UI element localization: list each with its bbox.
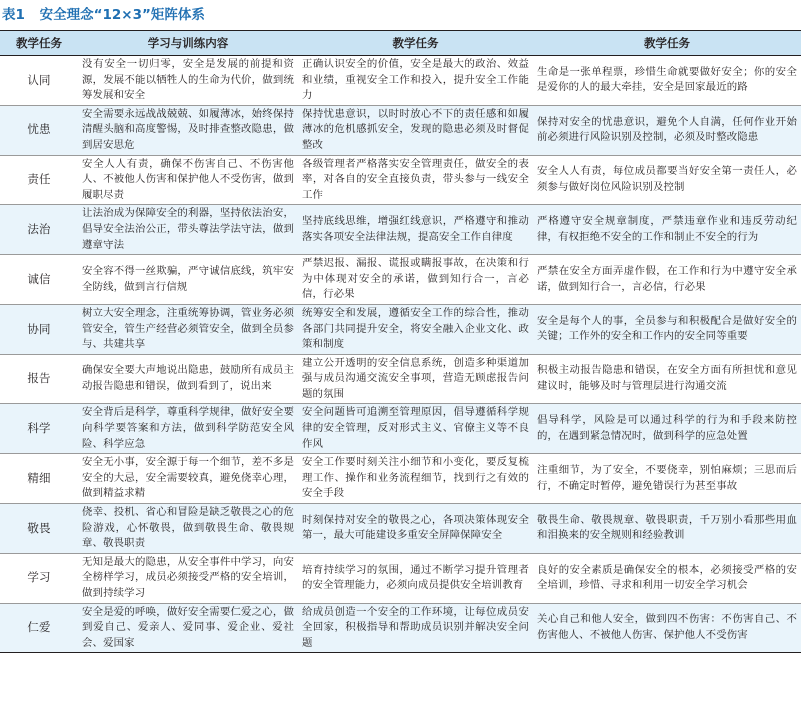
table-caption-label: 表1: [2, 7, 25, 23]
row-management-content: 坚持底线思维，增强红线意识，严格遵守和推动落实各项安全法律法规，提高安全工作自律度: [298, 205, 533, 255]
row-staff-content: 注重细节，为了安全，不要侥幸，别怕麻烦；三思而后行，不确定时暂停，避免错误行为甚至事故: [533, 454, 801, 504]
header-teaching-task: 教学任务: [0, 31, 78, 56]
row-staff-content: 严格遵守安全规章制度，严禁违章作业和违反劳动纪律，有权拒绝不安全的工作和制止不安全的行为: [533, 205, 801, 255]
row-management-content: 安全工作要时刻关注小细节和小变化，要反复梳理工作、操作和业务流程细节，找到行之有效的安全手段: [298, 454, 533, 504]
row-management-content: 培育持续学习的氛围，通过不断学习提升管理者的安全管理能力，必须向成员提供安全培训教育: [298, 553, 533, 603]
table-row: [0, 105, 801, 155]
row-management-content: 统筹安全和发展，遵循安全工作的综合性，推动各部门共同提升安全，将安全融入企业文化、政策和制度: [298, 304, 533, 354]
row-learning-content: 安全无小事，安全源于每一个细节，差不多是安全的大忌，安全需要较真，避免侥幸心理，做到精益求精: [78, 454, 298, 504]
row-staff-content: 积极主动报告隐患和错误，在安全方面有所担忧和意见建议时，能够及时与管理层进行沟通交流: [533, 354, 801, 404]
row-learning-content: 无知是最大的隐患，从安全事件中学习，向安全榜样学习，成员必须接受严格的安全培训，做到持续学习: [78, 553, 298, 603]
row-task-name: 学习: [0, 553, 78, 603]
row-task-name: 协同: [0, 304, 78, 354]
row-management-content: 建立公开透明的安全信息系统，创造多种渠道加强与成员沟通交流安全事项，营造无顾虑报告问题的氛围: [298, 354, 533, 404]
table-row: [0, 56, 801, 106]
row-management-content: 给成员创造一个安全的工作环境，让每位成员安全回家，积极指导和帮助成员识别并解决安全问题: [298, 603, 533, 653]
row-staff-content: 倡导科学，风险是可以通过科学的行为和手段来防控的，在遇到紧急情况时，做到科学的应急处置: [533, 404, 801, 454]
row-task-name: 仁爱: [0, 603, 78, 653]
table-row: [0, 354, 801, 404]
row-task-name: 精细: [0, 454, 78, 504]
header-learning-content: 学习与训练内容: [78, 31, 298, 56]
row-management-content: 安全问题皆可追溯至管理原因，倡导遵循科学规律的安全管理，反对形式主义、官僚主义等不良作风: [298, 404, 533, 454]
table-header-row: [0, 31, 801, 56]
header-teaching-task-staff: 教学任务: [533, 31, 801, 56]
row-staff-content: 生命是一张单程票，珍惜生命就要做好安全；你的安全是爱你的人的最大牵挂，安全是回家最近的路: [533, 56, 801, 106]
row-task-name: 忧患: [0, 105, 78, 155]
table-row: [0, 603, 801, 653]
row-task-name: 责任: [0, 155, 78, 205]
row-staff-content: 保持对安全的忧患意识，避免个人自满，任何作业开始前必须进行风险识别及控制，必须及时整改隐患: [533, 105, 801, 155]
safety-matrix-table: [0, 30, 801, 653]
row-learning-content: 没有安全一切归零，安全是发展的前提和资源，发展不能以牺牲人的生命为代价，做到统筹发展和安全: [78, 56, 298, 106]
table-row: [0, 155, 801, 205]
header-teaching-task-management: 教学任务: [298, 31, 533, 56]
table-row: [0, 553, 801, 603]
row-staff-content: 安全是每个人的事，全员参与和积极配合是做好安全的关键；工作外的安全和工作内的安全同等重要: [533, 304, 801, 354]
row-learning-content: 侥幸、投机、省心和冒险是缺乏敬畏之心的危险游戏，心怀敬畏，做到敬畏生命、敬畏规章、敬畏职责: [78, 504, 298, 554]
row-staff-content: 安全人人有责，每位成员都要当好安全第一责任人，必须参与做好岗位风险识别及控制: [533, 155, 801, 205]
row-task-name: 诚信: [0, 255, 78, 305]
row-learning-content: 让法治成为保障安全的利器，坚持依法治安，倡导安全法治公正，带头尊法学法守法，做到遵章守法: [78, 205, 298, 255]
row-management-content: 正确认识安全的价值，安全是最大的政治、效益和业绩，重视安全工作和投入，提升安全工作能力: [298, 56, 533, 106]
row-management-content: 保持忧患意识，以时时放心不下的责任感和如履薄冰的危机感抓安全，发现的隐患必须及时督促整改: [298, 105, 533, 155]
row-learning-content: 安全背后是科学，尊重科学规律，做好安全要向科学要答案和方法，做到科学防范安全风险、科学应急: [78, 404, 298, 454]
row-learning-content: 树立大安全理念，注重统筹协调，管业务必须管安全，管生产经营必须管安全，做到全员参与、共建共享: [78, 304, 298, 354]
row-learning-content: 确保安全要大声地说出隐患，鼓励所有成员主动报告隐患和错误，做到看到了，说出来: [78, 354, 298, 404]
row-task-name: 认同: [0, 56, 78, 106]
row-learning-content: 安全需要永远战战兢兢、如履薄冰，始终保持清醒头脑和高度警惕，及时排查整改隐患，做到居安思危: [78, 105, 298, 155]
row-staff-content: 关心自己和他人安全，做到四不伤害：不伤害自己、不伤害他人、不被他人伤害、保护他人不受伤害: [533, 603, 801, 653]
table-row: [0, 255, 801, 305]
row-staff-content: 严禁在安全方面弄虚作假，在工作和行为中遵守安全承诺，做到知行合一，言必信，行必果: [533, 255, 801, 305]
table-row: [0, 304, 801, 354]
table-caption-title: 安全理念“12×3”矩阵体系: [39, 7, 205, 23]
row-management-content: 严禁迟报、漏报、谎报或瞒报事故，在决策和行为中体现对安全的承诺，做到知行合一，言必信，行必果: [298, 255, 533, 305]
row-task-name: 报告: [0, 354, 78, 404]
table-caption: [2, 3, 205, 27]
row-task-name: 法治: [0, 205, 78, 255]
row-learning-content: 安全人人有责，确保不伤害自己、不伤害他人、不被他人伤害和保护他人不受伤害，做到履职尽责: [78, 155, 298, 205]
row-management-content: 时刻保持对安全的敬畏之心，各项决策体现安全第一，最大可能建设多重安全屏障保障安全: [298, 504, 533, 554]
table-row: [0, 205, 801, 255]
row-task-name: 敬畏: [0, 504, 78, 554]
row-management-content: 各级管理者严格落实安全管理责任，做安全的表率，对各自的安全直接负责，带头参与一线安全工作: [298, 155, 533, 205]
row-task-name: 科学: [0, 404, 78, 454]
table-row: [0, 504, 801, 554]
row-learning-content: 安全容不得一丝欺骗，严守诚信底线，筑牢安全防线，做到言行信规: [78, 255, 298, 305]
row-learning-content: 安全是爱的呼唤，做好安全需要仁爱之心，做到爱自己、爱亲人、爱同事、爱企业、爱社会、爱国家: [78, 603, 298, 653]
row-staff-content: 敬畏生命、敬畏规章、敬畏职责，千万别小看那些用血和泪换来的安全规则和经验教训: [533, 504, 801, 554]
row-staff-content: 良好的安全素质是确保安全的根本，必须接受严格的安全培训，珍惜、寻求和利用一切安全学习机会: [533, 553, 801, 603]
table-row: [0, 404, 801, 454]
table-row: [0, 454, 801, 504]
